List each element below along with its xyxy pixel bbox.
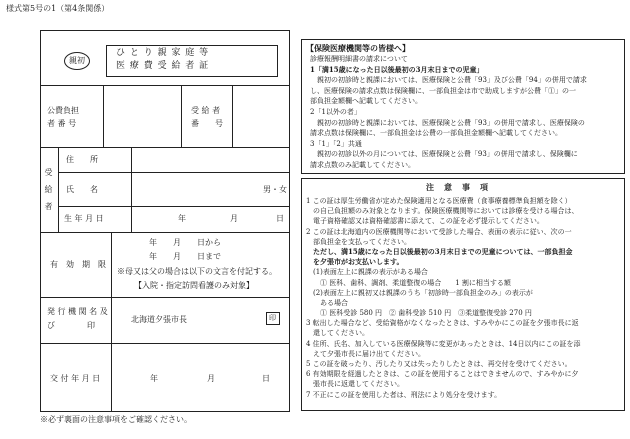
recipient-number-field[interactable]: [233, 86, 289, 146]
certificate-title-line2: 医 療 費 受 給 者 証: [116, 61, 210, 71]
issuer-label-l2: び 印: [47, 321, 95, 330]
precaution-line: 1 この証は厚生労働省が定めた保険適用となる医療費（食事療養標準負担額を除く）: [306, 197, 572, 205]
precaution-line: 4 住所、氏名、加入している医療保険等に変更があったときは、14日以内にこの証を添: [306, 339, 581, 348]
billing-line: 請求点数は保険欄に、一部負担金は公費の一部負担金額欄へ記載してください。: [310, 129, 562, 138]
precaution-line: 電子資格確認又は資格確認書に添えて、この証を必ず提示してください。: [306, 217, 544, 226]
sex-options[interactable]: 男・女: [263, 185, 287, 194]
form-number: 様式第5号の1（第4条関係）: [6, 4, 110, 13]
precaution-line: 7 不正にこの証を使用した者は、刑法により処分を受けます。: [306, 390, 502, 399]
precautions-heading: 注 意 事 項: [426, 182, 489, 192]
validity-from[interactable]: 年 月 日から: [149, 238, 221, 247]
billing-line: 請求点数のみ記載してください。: [310, 160, 415, 169]
precaution-line: ある場合: [306, 298, 348, 307]
address-field[interactable]: [132, 148, 289, 171]
precaution-line: 3 転出した場合など、受給資格がなくなったときは、すみやかにこの証を夕張市長に返: [306, 319, 579, 328]
birthdate-year: 年: [178, 214, 186, 223]
precaution-line: ① 医科受診 580 円 ② 歯科受診 510 円 ③柔道整復受診 270 円: [306, 309, 532, 318]
precaution-line: 2 この証は北海道内の医療機関等において受診した場合、表面の表示に従い、次の一: [306, 227, 572, 236]
name-field[interactable]: [132, 173, 252, 205]
precaution-line: 5 この証を破ったり、汚したり又は失ったりしたときは、再交付を受けてください。: [306, 360, 572, 368]
validity-note-inpatient: 【入院・指定訪問看護のみ対象】: [134, 281, 254, 290]
birthdate-label: 生 年 月 日: [64, 214, 104, 223]
validity-to[interactable]: 年 月 日まで: [149, 252, 221, 261]
recipient-vertical-label: 受給者: [44, 168, 53, 219]
seal-label: 親初: [69, 56, 85, 65]
precaution-line: えて夕張市長に届け出てください。: [306, 349, 425, 358]
billing-line: し、医療保険の請求点数は保険欄に、一部負担金は市で助成しますが公費「①」の一: [310, 86, 576, 95]
billing-line: 3「1」「2」共通: [310, 139, 362, 148]
billing-line: 2「1以外の者」: [310, 107, 361, 116]
billing-line: 部負担金額欄へ記載してください。: [310, 97, 422, 106]
recipient-number-label-l1: 受 給 者: [191, 106, 221, 115]
precaution-line: ただし、満15歳になった日以後最初の3月末日までの児童については、一部負担金: [306, 246, 573, 256]
precaution-line: を夕張市がお支払いします。: [306, 257, 404, 267]
precaution-line: (1)表面左上に親課の表示がある場合: [306, 268, 428, 277]
insurer-number-field[interactable]: [104, 86, 180, 146]
precaution-line: 還してください。: [306, 329, 369, 338]
validity-label: 有 効 期 限: [50, 260, 106, 269]
precaution-line: 部負担金を支払ってください。: [306, 237, 411, 246]
delivery-date-label: 交 付 年 月 日: [50, 374, 101, 383]
issuer-seal-label: 印: [269, 314, 276, 322]
issuer-name: 北海道夕張市長: [131, 315, 187, 324]
issuer-label-l1: 発 行 機 関 名 及: [47, 307, 108, 316]
name-label: 氏 名: [66, 185, 98, 194]
certificate-title-line1: ひ と り 親 家 庭 等: [116, 48, 210, 58]
billing-line: 診療報酬明細書の請求について: [310, 55, 408, 63]
billing-notice-body: [310, 54, 622, 171]
insurer-number-label-l1: 公費負担: [47, 106, 79, 115]
validity-note: ※母又は父の場合は以下の文言を付記する。: [117, 267, 277, 276]
recipient-number-label-l2: 番 号: [191, 119, 223, 128]
delivery-year: 年: [150, 374, 158, 383]
billing-line: 1「満15歳になった日以後最初の3月末日までの児童」: [310, 64, 484, 74]
footer-note: ※必ず裏面の注意事項をご確認ください。: [40, 415, 192, 424]
precaution-line: ① 医科、歯科、調剤、柔道整復の場合 1 割に相当する額: [306, 278, 511, 287]
precaution-line: 張市長に返還してください。: [306, 380, 404, 389]
birthdate-day: 日: [276, 214, 284, 223]
precaution-line: (2)表面左上に親初又は親課のうち「初診時一部負担金のみ」の表示が: [306, 288, 533, 297]
billing-notice-heading: 【保険医療機関等の皆様へ】: [306, 43, 410, 53]
precaution-line: 6 有効期限を経過したときは、この証を使用することはできませんので、すみやかに夕: [306, 370, 579, 379]
precaution-line: の自己負担額のみ対象となります。保険医療機関等においては診療を受ける場合は、: [306, 207, 579, 216]
billing-line: 親初の初診時と親課においては、医療保険と公費「93」の併用で請求し、医療保険の: [310, 118, 585, 127]
birthdate-month: 月: [230, 214, 238, 223]
billing-line: 親初の初診時と親課においては、医療保険と公費「93」及び公費「94」の併用で請求: [310, 76, 587, 85]
address-label: 住 所: [66, 155, 98, 164]
delivery-day: 日: [262, 374, 270, 383]
insurer-number-label-l2: 者 番 号: [47, 119, 77, 128]
billing-line: 親初の初診以外の月については、医療保険と公費「93」の併用で請求し、保険欄に: [310, 150, 578, 159]
precautions-body: [306, 196, 622, 400]
delivery-month: 月: [207, 374, 215, 383]
